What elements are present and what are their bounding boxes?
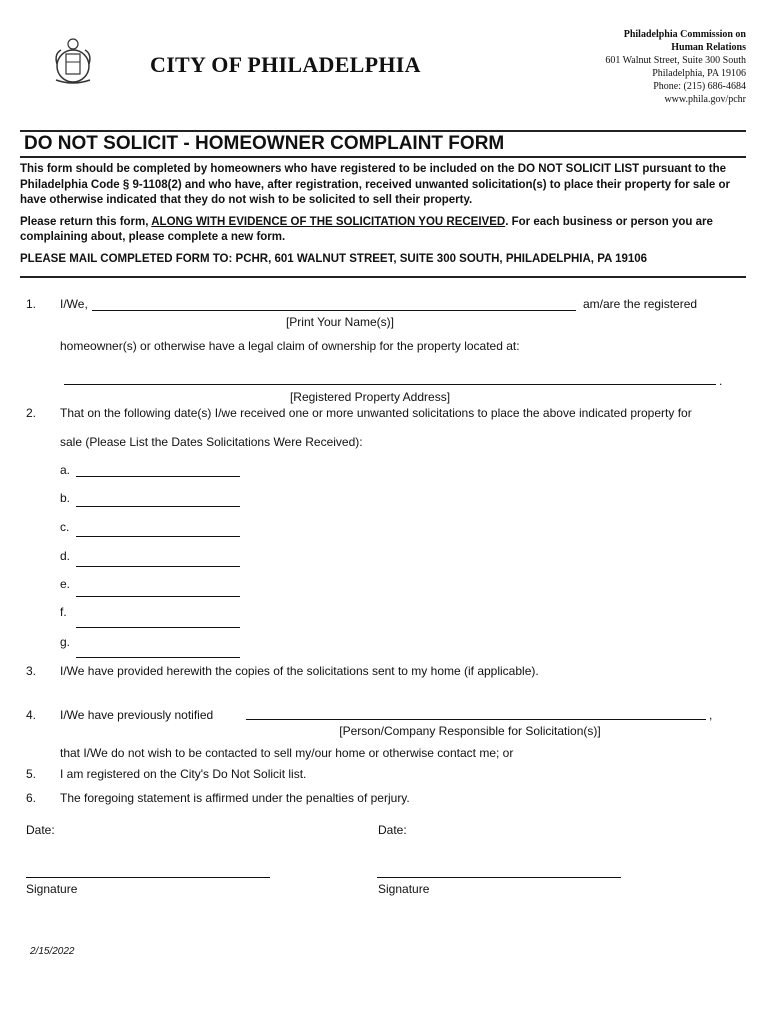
date-field-e[interactable] bbox=[76, 596, 240, 597]
date-letter-b: b. bbox=[60, 491, 71, 505]
org-website: www.phila.gov/pchr bbox=[664, 94, 746, 105]
item-1-line2: homeowner(s) or otherwise have a legal claim of ownership for the property located at: bbox=[60, 339, 520, 353]
item-4-number: 4. bbox=[26, 708, 37, 722]
address-caption: [Registered Property Address] bbox=[289, 390, 451, 404]
form-title: DO NOT SOLICIT - HOMEOWNER COMPLAINT FORM bbox=[24, 133, 505, 154]
title-top-rule bbox=[20, 130, 746, 132]
date-letter-d: d. bbox=[60, 549, 71, 563]
address-period: . bbox=[719, 374, 723, 388]
signature-label-left: Signature bbox=[26, 882, 78, 896]
item-5-number: 5. bbox=[26, 767, 37, 781]
date-field-c[interactable] bbox=[76, 536, 240, 537]
item-6-number: 6. bbox=[26, 791, 37, 805]
item-1-suffix: am/are the registered bbox=[583, 297, 698, 311]
org-name-line2: Human Relations bbox=[671, 42, 746, 53]
intro-bottom-rule bbox=[20, 276, 746, 278]
signature-field-left[interactable] bbox=[26, 877, 270, 878]
title-bottom-rule bbox=[20, 156, 746, 158]
return-suffix: . For each business or person you are complaining about, please complete a new form. bbox=[20, 215, 713, 243]
intro-paragraph: This form should be completed by homeowners who have registered to be included on the DO NOT SOLICIT LIST pursuant to the Philadelphia Code § 9-1108(2) and who have, after registration, received unwanted solicitation(s) to place their property for sale or have otherwise indicated that they do not wish to be solicited to sell their property. bbox=[20, 163, 730, 206]
responsible-party-field[interactable] bbox=[246, 719, 706, 720]
property-address-field[interactable] bbox=[64, 384, 716, 385]
item-4-line2: that I/We do not wish to be contacted to sell my/our home or otherwise contact me; or bbox=[60, 746, 514, 760]
mail-instruction: PLEASE MAIL COMPLETED FORM TO: PCHR, 601 WALNUT STREET, SUITE 300 SOUTH, PHILADELPHIA, PA 19106 bbox=[20, 252, 648, 265]
date-label-left: Date: bbox=[26, 823, 55, 837]
org-name-line1: Philadelphia Commission on bbox=[623, 29, 746, 40]
item-6-text: The foregoing statement is affirmed under the penalties of perjury. bbox=[60, 791, 410, 805]
date-label-right: Date: bbox=[378, 823, 407, 837]
city-seal-icon bbox=[52, 36, 94, 86]
signature-field-right[interactable] bbox=[377, 877, 621, 878]
org-phone: Phone: (215) 686-4684 bbox=[653, 81, 746, 92]
date-letter-f: f. bbox=[60, 605, 67, 619]
item-4-text: I/We have previously notified bbox=[60, 708, 214, 722]
name-field[interactable] bbox=[92, 310, 576, 311]
date-field-f[interactable] bbox=[76, 627, 240, 628]
item-1-prefix: I/We, bbox=[60, 297, 88, 311]
city-name: CITY OF PHILADELPHIA bbox=[150, 52, 421, 77]
return-prefix: Please return this form, bbox=[20, 215, 152, 228]
name-caption: [Print Your Name(s)] bbox=[285, 315, 395, 329]
date-field-a[interactable] bbox=[76, 476, 240, 477]
date-letter-g: g. bbox=[60, 635, 71, 649]
date-field-b[interactable] bbox=[76, 506, 240, 507]
item-2-line2: sale (Please List the Dates Solicitations Were Received): bbox=[60, 435, 363, 449]
date-letter-c: c. bbox=[60, 520, 70, 534]
form-intro bbox=[20, 162, 740, 267]
responsible-party-caption: [Person/Company Responsible for Solicitation(s)] bbox=[339, 724, 601, 738]
item-2-text: That on the following date(s) I/we received one or more unwanted solicitations to place the above indicated property for bbox=[60, 406, 692, 420]
date-field-g[interactable] bbox=[76, 657, 240, 658]
commission-contact-block bbox=[605, 28, 746, 106]
org-address1: 601 Walnut Street, Suite 300 South bbox=[605, 55, 746, 66]
return-underlined: ALONG WITH EVIDENCE OF THE SOLICITATION YOU RECEIVED bbox=[151, 215, 506, 228]
date-letter-a: a. bbox=[60, 463, 71, 477]
item-4-comma: , bbox=[709, 708, 713, 722]
date-field-d[interactable] bbox=[76, 566, 240, 567]
return-instructions bbox=[20, 215, 740, 246]
org-address2: Philadelphia, PA 19106 bbox=[652, 68, 746, 79]
item-1-number: 1. bbox=[26, 297, 37, 311]
item-2-number: 2. bbox=[26, 406, 37, 420]
item-5-text: I am registered on the City's Do Not Solicit list. bbox=[60, 767, 307, 781]
item-3-text: I/We have provided herewith the copies of the solicitations sent to my home (if applicable). bbox=[60, 664, 539, 678]
item-3-number: 3. bbox=[26, 664, 37, 678]
signature-label-right: Signature bbox=[378, 882, 430, 896]
version-date: 2/15/2022 bbox=[30, 946, 75, 957]
date-letter-e: e. bbox=[60, 577, 71, 591]
